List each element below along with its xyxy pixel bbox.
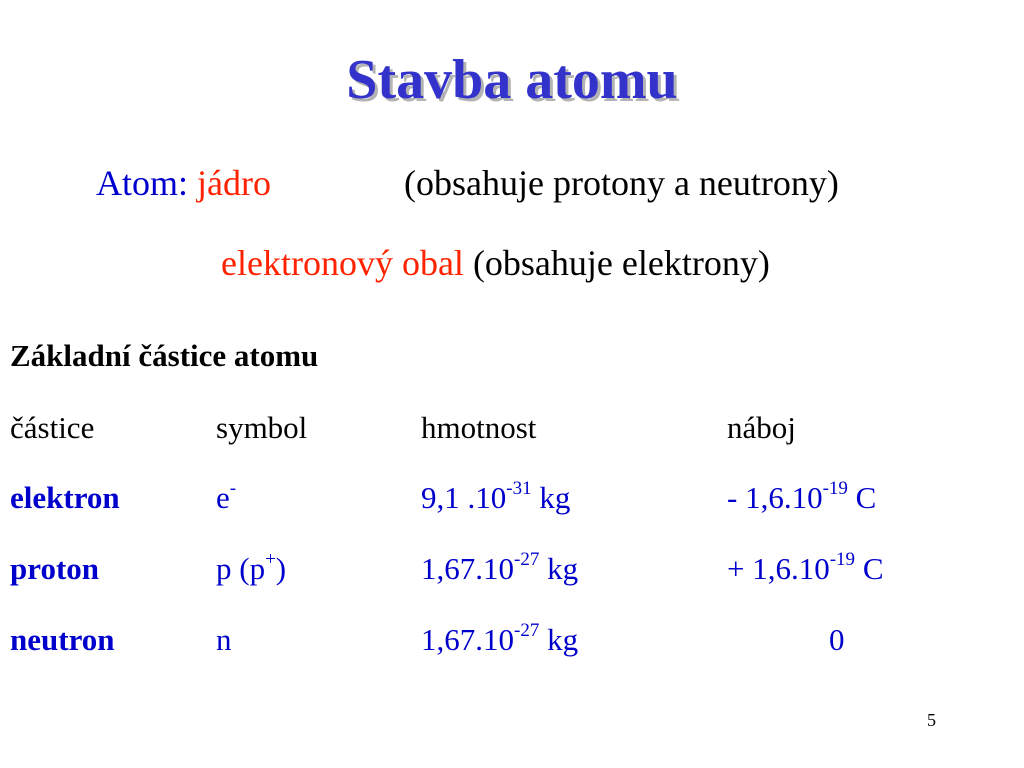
particle-symbol-electron: e-	[216, 478, 237, 515]
particle-mass-electron: 9,1 $.10^{-31}$ kg	[421, 478, 571, 515]
particle-name-neutron: neutron	[10, 622, 115, 657]
column-header-charge: náboj	[727, 410, 796, 445]
particle-name-proton: proton	[10, 551, 100, 586]
shell-term: elektronový obal	[221, 243, 464, 283]
atom-nucleus-line	[96, 162, 271, 204]
column-header-particle: částice	[10, 410, 95, 445]
slide-title: Stavba atomu	[346, 49, 678, 111]
particle-mass-proton: $1,67.10^{-27}$ kg	[421, 549, 579, 586]
particle-mass-neutron: $1,67.10^{-27}$ kg	[421, 620, 579, 657]
page-number: 5	[927, 710, 936, 730]
particle-symbol-proton: p (p+)	[216, 549, 287, 586]
atom-label: Atom:	[96, 163, 189, 203]
nucleus-term: jádro	[197, 163, 271, 203]
particle-symbol-neutron: n	[216, 622, 232, 657]
nucleus-description: (obsahuje protony a neutrony)	[404, 163, 839, 203]
particle-charge-electron: - $1,6.10^{-19}$ C	[727, 478, 877, 515]
particles-heading: Základní částice atomu	[10, 338, 319, 373]
particle-name-electron: elektron	[10, 480, 120, 515]
atom-shell-line	[221, 242, 770, 284]
particle-charge-proton: + $1,6.10^{-19}$ C	[727, 549, 884, 586]
shell-description: (obsahuje elektrony)	[472, 243, 770, 283]
column-header-symbol: symbol	[216, 410, 308, 445]
column-header-mass: hmotnost	[421, 410, 537, 445]
particle-charge-neutron: 0	[829, 622, 845, 657]
